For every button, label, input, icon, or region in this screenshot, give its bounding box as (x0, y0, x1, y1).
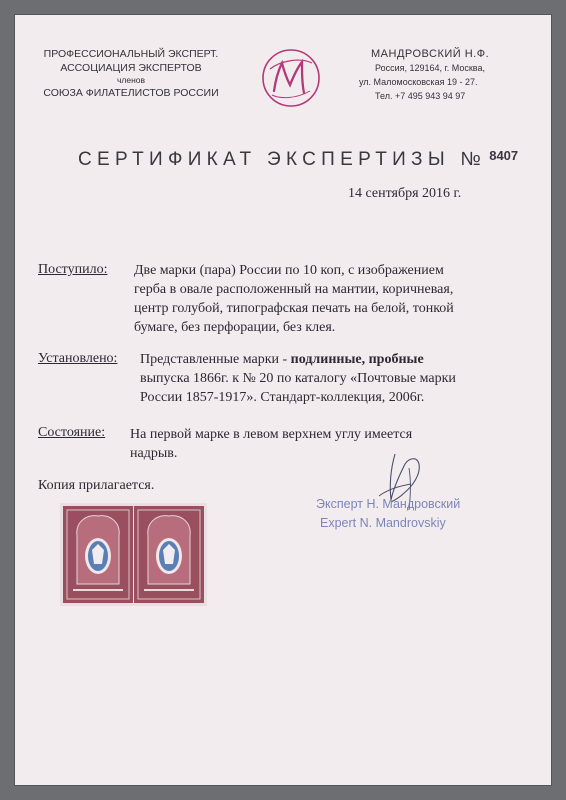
certificate-date: 14 сентября 2016 г. (348, 186, 462, 201)
certificate-number: 8407 (489, 148, 519, 163)
received-line: Две марки (пара) России по 10 коп, с изображением (134, 263, 444, 278)
header-left-line4: СОЮЗА ФИЛАТЕЛИСТОВ РОССИИ (43, 87, 219, 99)
condition-line1: На первой марке в левом верхнем углу имеется (130, 427, 413, 442)
expert-contact-header (359, 47, 529, 103)
established-line1 (140, 350, 456, 369)
established-line1-pre: Представленные марки - (140, 352, 291, 367)
copy-attached-text: Копия прилагается. (38, 478, 155, 493)
header-left-line3: членов (116, 75, 146, 85)
stamp-left (63, 506, 133, 603)
condition-label: Состояние: (38, 425, 106, 440)
certificate-title (78, 148, 518, 171)
address-line1: Россия, 129164, г. Москва, (375, 63, 485, 73)
received-line: герба в овале расположенный на мантии, коричневая, (134, 282, 454, 297)
phone-line: Тел. +7 495 943 94 97 (375, 91, 466, 101)
address-line2: ул. Маломосковская 19 - 27. (359, 77, 478, 87)
established-label: Установлено: (38, 351, 118, 366)
stamp-line2: Expert N. Mandrovskiy (320, 516, 446, 530)
expert-stamp (316, 495, 460, 533)
postage-stamp-pair-image (60, 503, 207, 606)
established-line3: России 1857-1917». Стандарт-коллекция, 2006г. (140, 390, 425, 405)
received-line: центр голубой, типографская печать на белой, тонкой (134, 301, 454, 316)
received-label: Поступило: (38, 262, 108, 277)
established-line1-bold: подлинные, пробные (290, 352, 424, 367)
established-line2: выпуска 1866г. к № 20 по каталогу «Почтовые марки (140, 371, 456, 386)
certificate-title-text: СЕРТИФИКАТ ЭКСПЕРТИЗЫ № (78, 149, 487, 170)
received-line: бумаге, без перфорации, без клея. (134, 320, 336, 335)
condition-line2: надрыв. (130, 446, 178, 461)
header-left-line2: АССОЦИАЦИЯ ЭКСПЕРТОВ (60, 62, 202, 74)
header-left-line1: ПРОФЕССИОНАЛЬНЫЙ ЭКСПЕРТ. (43, 48, 219, 60)
established-text (140, 350, 456, 407)
expert-association-header (22, 47, 240, 100)
stamp-right (134, 506, 204, 603)
expert-name: МАНДРОВСКИЙ Н.Ф. (371, 48, 490, 60)
stamp-line1: Эксперт Н. Мандровский (316, 497, 461, 511)
m-monogram-logo-icon (260, 47, 322, 109)
received-text (134, 261, 454, 337)
